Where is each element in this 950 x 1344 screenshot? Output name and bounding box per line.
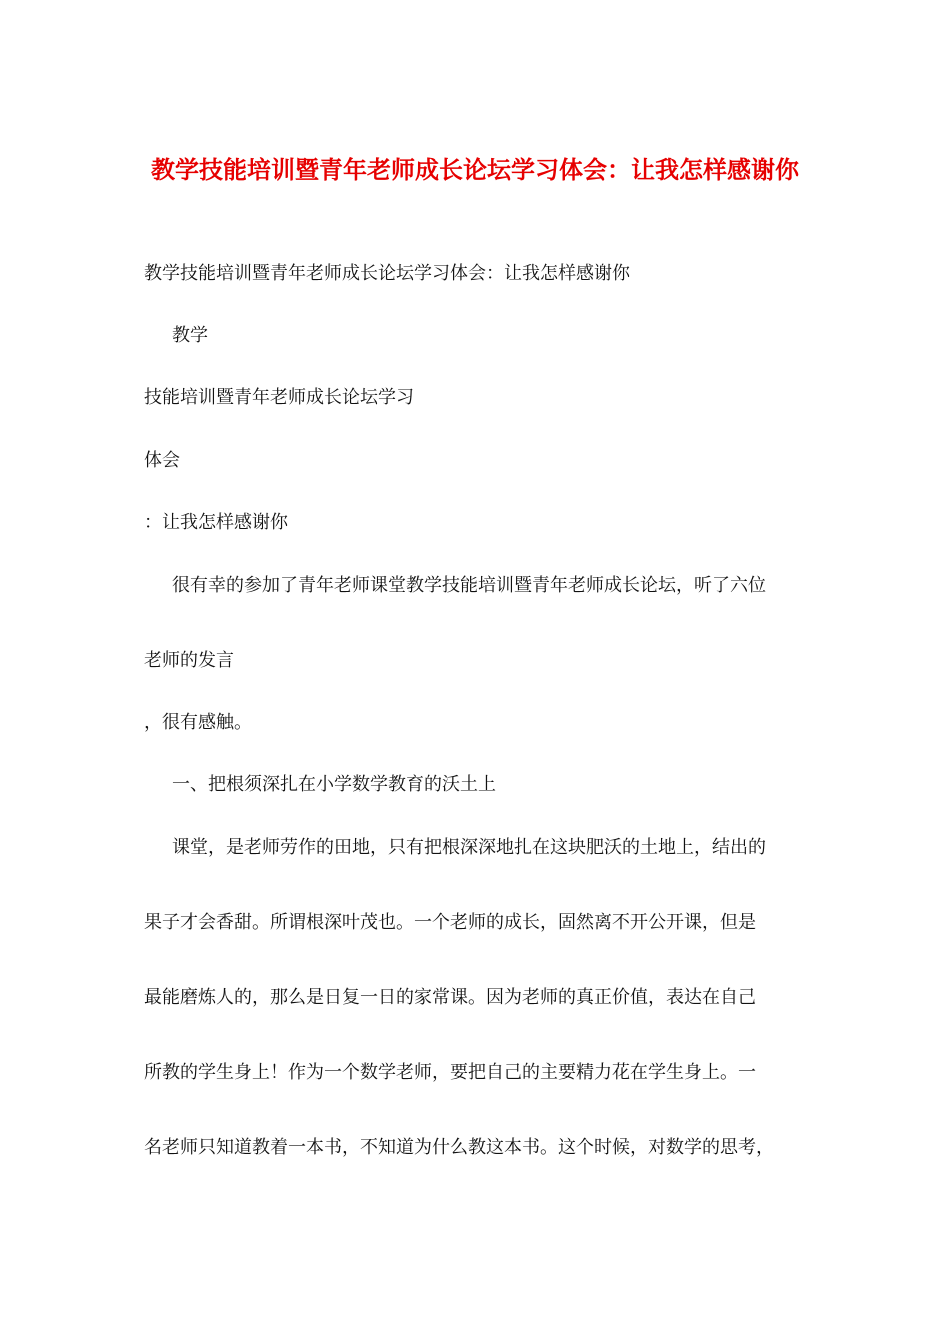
document-title: 教学技能培训暨青年老师成长论坛学习体会：让我怎样感谢你: [151, 156, 799, 184]
text-line: 所教的学生身上！作为一个数学老师，要把自己的主要精力花在学生身上。一: [144, 1062, 756, 1083]
text-line: 课堂，是老师劳作的田地，只有把根深深地扎在这块肥沃的土地上，结出的: [172, 837, 766, 858]
section-heading: 一、把根须深扎在小学数学教育的沃土上: [172, 774, 496, 795]
text-line: 教学技能培训暨青年老师成长论坛学习体会：让我怎样感谢你: [144, 263, 630, 284]
text-line: 果子才会香甜。所谓根深叶茂也。一个老师的成长，固然离不开公开课，但是: [144, 912, 756, 933]
text-line: 体会: [144, 450, 180, 471]
text-line: 技能培训暨青年老师成长论坛学习: [144, 387, 414, 408]
text-line: 名老师只知道教着一本书，不知道为什么教这本书。这个时候，对数学的思考，: [144, 1137, 774, 1158]
text-line: 很有幸的参加了青年老师课堂教学技能培训暨青年老师成长论坛，听了六位: [172, 575, 766, 596]
text-line: ：让我怎样感谢你: [144, 512, 288, 533]
text-line: 教学: [172, 325, 208, 346]
text-line: ，很有感触。: [144, 712, 252, 733]
text-line: 老师的发言: [144, 650, 234, 671]
text-line: 最能磨炼人的，那么是日复一日的家常课。因为老师的真正价值，表达在自己: [144, 987, 756, 1008]
